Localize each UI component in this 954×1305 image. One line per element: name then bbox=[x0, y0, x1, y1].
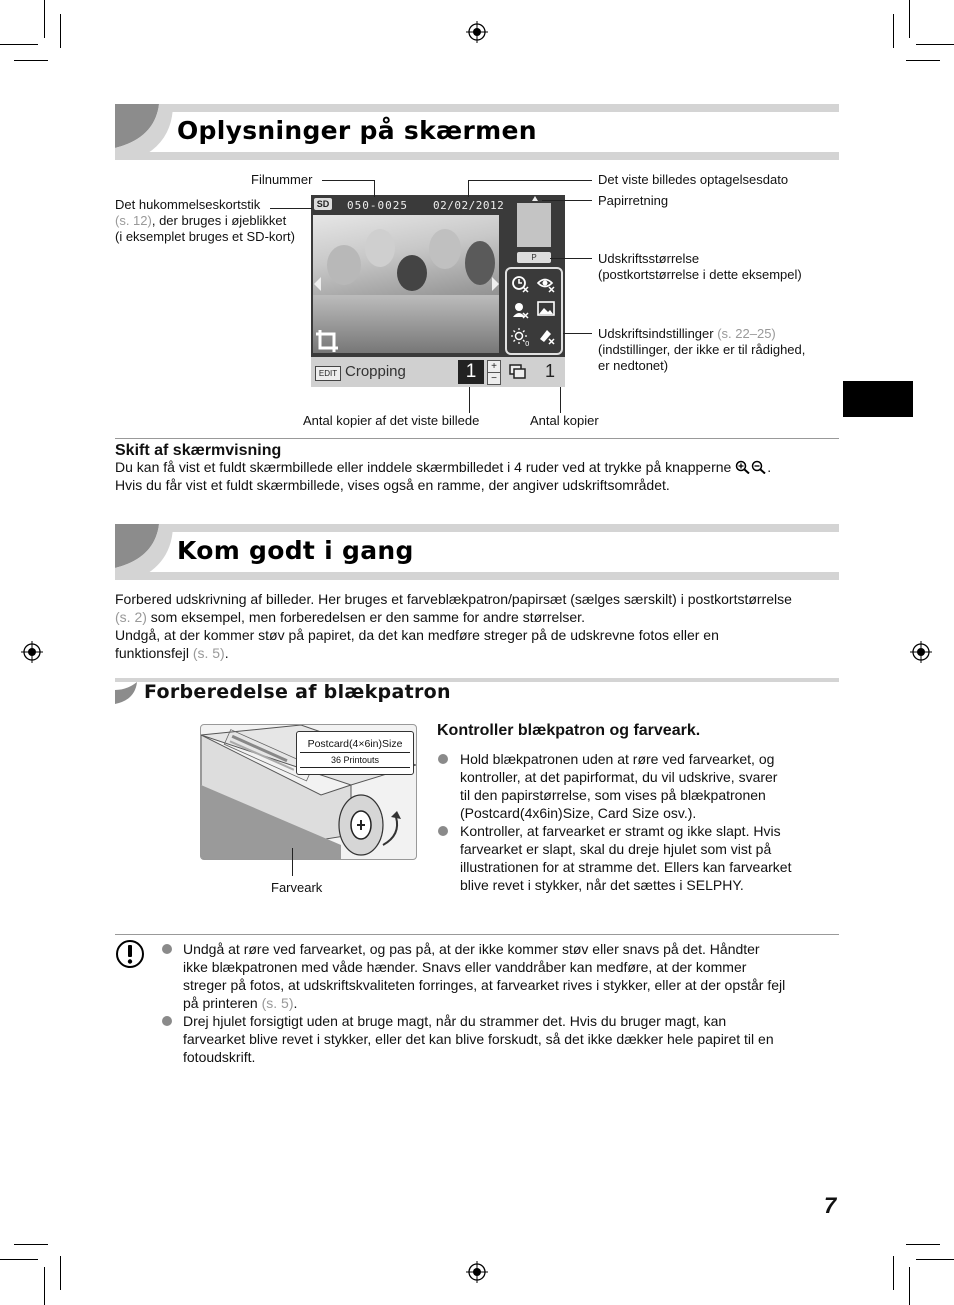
caution-bullet-2: Drej hjulet forsigtigt uden at bruge magt, når du strammer det. Hvis du bruger magt, kan farvearket blive revet i stykker, eller det kan blive forskudt, så det ikke dækker hele papiret til en fotoudskrift. bbox=[183, 1013, 774, 1065]
crop-icon bbox=[315, 329, 339, 353]
label-filnummer: Filnummer bbox=[251, 172, 313, 187]
label-copies-this: Antal kopier af det viste billede bbox=[303, 413, 480, 428]
label-print-settings: Udskriftsindstillinger (s. 22–25) (indstillinger, der ikke er til rådighed, er nedtonet) bbox=[598, 326, 806, 373]
section-title: Kom godt i gang bbox=[177, 536, 414, 565]
cartridge-illustration bbox=[200, 724, 417, 860]
label-memcard: Det hukommelseskortstik (s. 12), der bruges i øjeblikket (i eksemplet bruges et SD-kort) bbox=[115, 197, 295, 244]
page-number: 7 bbox=[824, 1193, 837, 1218]
sd-badge: SD bbox=[314, 198, 332, 210]
bullet-icon bbox=[438, 826, 448, 836]
check-bullet-1: Hold blækpatronen uden at røre ved farvearket, og kontroller, at det papirformat, du vil udskrive, svarer til den papirstørrelse, som vises på blækpatronen (Postcard(4x6in)Size, Card Size osv.). bbox=[460, 751, 778, 821]
date-off-icon bbox=[511, 275, 529, 293]
svg-text:0: 0 bbox=[525, 340, 530, 347]
registration-mark-icon bbox=[466, 21, 488, 43]
file-number: 050-0025 bbox=[347, 199, 408, 212]
printer-screen bbox=[311, 195, 565, 387]
paper-size-badge: P bbox=[517, 252, 551, 263]
header-corner-shape bbox=[115, 524, 175, 580]
copies-total: 1 bbox=[545, 361, 556, 381]
status-bar bbox=[311, 357, 565, 387]
preview-photo bbox=[313, 215, 499, 353]
paper-preview bbox=[517, 203, 551, 247]
caution-icon bbox=[115, 939, 145, 969]
registration-mark-icon bbox=[466, 1261, 488, 1283]
bullet-icon bbox=[438, 754, 448, 764]
label-farveark: Farveark bbox=[271, 880, 323, 895]
copies-plus-button: + bbox=[487, 360, 501, 373]
zoom-out-icon bbox=[751, 460, 767, 474]
label-date: Det viste billedes optagelsesdato bbox=[598, 172, 789, 187]
label-copies-total: Antal kopier bbox=[530, 413, 599, 428]
edit-mode-label: Cropping bbox=[345, 363, 406, 380]
cartridge-size-label: Postcard(4×6in)Size 36 Printouts bbox=[296, 731, 414, 775]
total-copies-icon bbox=[509, 364, 527, 380]
copies-minus-button: − bbox=[487, 372, 501, 385]
arrow-right-icon bbox=[492, 277, 499, 291]
label-print-size: Udskriftsstørrelse (postkortstørrelse i dette eksempel) bbox=[598, 251, 802, 282]
switch-display-text: Du kan få vist et fuldt skærmbillede eller inddele skærmbilledet i 4 ruder ved at trykke på knapperne . Hvis du får vist et fuldt skærmbillede, vises også en ramme, der angiver udskriftsområdet. bbox=[115, 459, 772, 493]
label-paper-orientation: Papirretning bbox=[598, 193, 669, 208]
copies-current: 1 bbox=[458, 360, 484, 384]
smooth-skin-off-icon bbox=[511, 301, 529, 319]
subsection-title: Forberedelse af blækpatron bbox=[144, 681, 451, 703]
image-optimize-icon bbox=[537, 301, 555, 317]
check-bullet-2: Kontroller, at farvearket er stramt og ikke slapt. Hvis farvearket er slapt, skal du dreje hjulet som vist på illustrationen for at stramme det. Ellers kan farvearket blive revet i stykker, når det sættes i SELPHY. bbox=[460, 823, 792, 893]
arrow-left-icon bbox=[314, 277, 321, 291]
caution-bullet-1: Undgå at røre ved farvearket, og pas på, at der ikke kommer støv eller snavs på det. Håndter ikke blækpatronen med våde hænder. Snavs eller vanddråber kan medføre, at der kommer streger på fotos, at udskriftskvaliteten forringes, at farvearket rives i stykker, eller at der opstår fejl på printeren (s. 5). bbox=[183, 941, 786, 1011]
registration-mark-icon bbox=[910, 641, 932, 663]
switch-display-heading: Skift af skærmvisning bbox=[115, 442, 282, 459]
chapter-tab bbox=[843, 381, 913, 417]
paper-orientation-icon bbox=[532, 196, 538, 201]
check-heading: Kontroller blækpatron og farveark. bbox=[437, 722, 701, 739]
red-eye-off-icon bbox=[537, 275, 555, 293]
brightness-icon bbox=[511, 327, 531, 347]
my-colors-off-icon bbox=[537, 327, 555, 345]
divider bbox=[115, 438, 839, 439]
caution-divider bbox=[115, 934, 839, 935]
subsection-marker bbox=[115, 682, 139, 704]
registration-mark-icon bbox=[21, 641, 43, 663]
print-settings-panel bbox=[505, 267, 563, 355]
page-title: Oplysninger på skærmen bbox=[177, 116, 537, 145]
header-corner-shape bbox=[115, 104, 175, 160]
intro-text: Forbered udskrivning af billeder. Her bruges et farveblækpatron/papirsæt (sælges særskilt) i postkortstørrelse (s. 2) som eksempel, men forberedelsen er den samme for andre størrelser. Undgå, at der kommer støv på papiret, da det kan medføre streger på de udskrevne fotos eller en funktionsfejl (s. 5). bbox=[115, 591, 792, 661]
bullet-icon bbox=[162, 944, 172, 954]
shoot-date: 02/02/2012 bbox=[433, 199, 505, 212]
bullet-icon bbox=[162, 1016, 172, 1026]
edit-badge: EDIT bbox=[315, 366, 341, 381]
zoom-in-icon bbox=[735, 460, 751, 474]
